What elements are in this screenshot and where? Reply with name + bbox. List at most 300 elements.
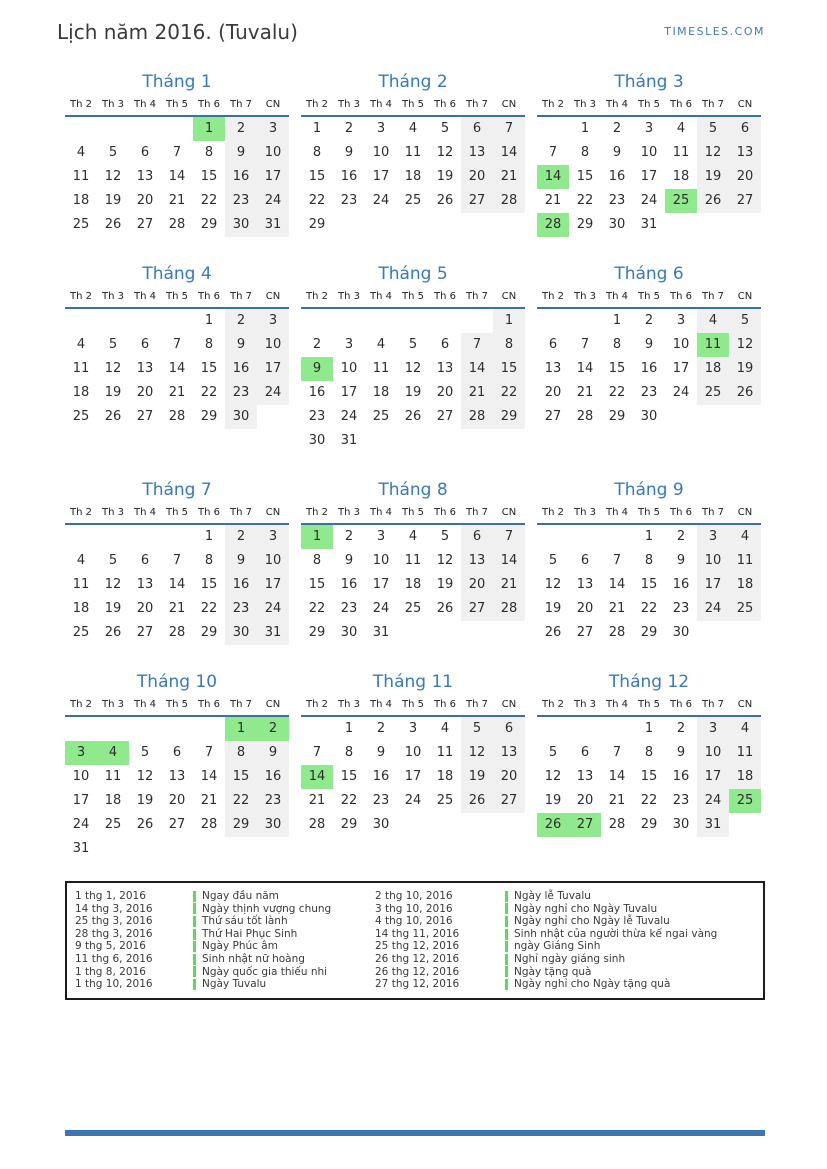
day-cell: 30	[672, 817, 690, 832]
day-cell: 14	[168, 361, 186, 376]
day-cell: 25	[104, 817, 122, 832]
day-of-week-header: CN	[265, 699, 281, 710]
day-cell: 22	[308, 601, 326, 616]
day-cell: 16	[372, 769, 390, 784]
day-cell: 27	[136, 409, 154, 424]
day-cell: 4	[729, 525, 761, 549]
legend-item	[67, 940, 367, 953]
day-cell: 28	[168, 217, 186, 232]
legend-date: 1 thg 10, 2016	[75, 978, 153, 991]
day-cell: 13	[136, 577, 154, 592]
day-of-week-header: CN	[501, 507, 517, 518]
holiday-day-cell: 25	[729, 789, 761, 813]
day-of-week-row	[537, 697, 761, 717]
months-grid	[65, 71, 765, 861]
legend-item	[367, 903, 763, 916]
day-cell: 8	[312, 553, 322, 568]
month-6	[537, 263, 761, 429]
days-grid	[301, 117, 525, 237]
day-cell: 26	[136, 817, 154, 832]
day-cell: 17	[72, 793, 90, 808]
day-cell: 21	[168, 193, 186, 208]
day-of-week-header: Th 6	[198, 699, 220, 710]
day-of-week-header: Th 3	[102, 507, 124, 518]
day-of-week-header: Th 2	[70, 99, 92, 110]
day-cell: 5	[408, 337, 418, 352]
day-of-week-row	[301, 97, 525, 117]
day-of-week-header: Th 4	[606, 507, 628, 518]
day-cell: 18	[372, 385, 390, 400]
day-cell: 16	[340, 577, 358, 592]
day-cell: 7	[493, 117, 525, 141]
day-of-week-header: Th 5	[402, 291, 424, 302]
day-cell: 2	[225, 117, 257, 141]
day-cell: 9	[225, 141, 257, 165]
day-of-week-header: Th 3	[102, 99, 124, 110]
day-of-week-header: Th 2	[542, 507, 564, 518]
day-cell: 8	[204, 337, 214, 352]
day-cell: 31	[372, 625, 390, 640]
day-cell: 19	[104, 385, 122, 400]
day-cell: 12	[461, 741, 493, 765]
day-cell: 14	[200, 769, 218, 784]
legend-item	[67, 953, 367, 966]
day-cell: 6	[461, 117, 493, 141]
day-cell: 10	[697, 741, 729, 765]
day-cell: 23	[225, 597, 257, 621]
day-of-week-header: CN	[265, 507, 281, 518]
day-of-week-header: Th 5	[402, 507, 424, 518]
day-cell: 5	[548, 553, 558, 568]
day-cell: 20	[729, 165, 761, 189]
day-cell: 27	[576, 625, 594, 640]
day-cell: 9	[344, 553, 354, 568]
day-cell: 25	[436, 793, 454, 808]
day-cell: 20	[136, 193, 154, 208]
day-of-week-header: Th 2	[306, 699, 328, 710]
day-of-week-header: Th 6	[198, 507, 220, 518]
day-cell: 16	[672, 577, 690, 592]
day-cell: 31	[72, 841, 90, 856]
day-cell: 15	[640, 769, 658, 784]
day-of-week-header: Th 2	[542, 291, 564, 302]
day-cell: 28	[308, 817, 326, 832]
day-of-week-header: CN	[501, 291, 517, 302]
day-cell: 21	[461, 381, 493, 405]
day-cell: 12	[104, 169, 122, 184]
holiday-marker-icon	[505, 903, 508, 914]
day-cell: 20	[436, 385, 454, 400]
day-cell: 31	[697, 813, 729, 837]
day-cell: 4	[76, 553, 86, 568]
day-cell: 7	[548, 145, 558, 160]
day-cell: 26	[104, 217, 122, 232]
legend-item	[367, 978, 763, 991]
day-cell: 24	[372, 193, 390, 208]
day-cell: 30	[225, 213, 257, 237]
month-title: Tháng 12	[608, 672, 690, 692]
day-cell: 13	[576, 577, 594, 592]
day-cell: 27	[461, 189, 493, 213]
day-cell: 20	[576, 601, 594, 616]
day-cell: 3	[376, 121, 386, 136]
day-of-week-header: Th 7	[466, 99, 488, 110]
day-cell: 17	[372, 169, 390, 184]
day-cell: 8	[312, 145, 322, 160]
day-cell: 6	[461, 525, 493, 549]
day-of-week-header: Th 3	[102, 291, 124, 302]
day-cell: 13	[729, 141, 761, 165]
day-cell: 18	[104, 793, 122, 808]
day-cell: 23	[225, 381, 257, 405]
month-2	[301, 71, 525, 237]
day-cell: 22	[200, 601, 218, 616]
day-cell: 23	[640, 385, 658, 400]
day-cell: 15	[200, 361, 218, 376]
day-cell: 22	[200, 385, 218, 400]
day-cell: 5	[729, 309, 761, 333]
day-cell: 2	[312, 337, 322, 352]
day-cell: 9	[225, 333, 257, 357]
day-of-week-header: Th 4	[134, 507, 156, 518]
day-cell: 16	[640, 361, 658, 376]
empty-cell	[601, 525, 633, 549]
day-cell: 17	[404, 769, 422, 784]
day-cell: 11	[104, 769, 122, 784]
day-of-week-header: Th 4	[370, 99, 392, 110]
day-cell: 24	[697, 789, 729, 813]
empty-cell	[65, 525, 97, 549]
day-cell: 9	[257, 741, 289, 765]
month-title: Tháng 3	[614, 72, 684, 92]
day-of-week-header: Th 5	[638, 99, 660, 110]
day-cell: 18	[672, 169, 690, 184]
day-cell: 28	[576, 409, 594, 424]
day-cell: 29	[308, 217, 326, 232]
day-cell: 17	[697, 765, 729, 789]
day-cell: 1	[312, 121, 322, 136]
day-cell: 18	[436, 769, 454, 784]
month-9	[537, 479, 761, 645]
empty-cell	[65, 117, 97, 141]
day-cell: 16	[225, 357, 257, 381]
day-cell: 5	[548, 745, 558, 760]
month-3	[537, 71, 761, 237]
legend-item	[367, 940, 763, 953]
day-cell: 24	[672, 385, 690, 400]
month-5	[301, 263, 525, 453]
day-cell: 10	[697, 549, 729, 573]
day-cell: 22	[640, 793, 658, 808]
day-cell: 10	[672, 337, 690, 352]
day-cell: 19	[697, 165, 729, 189]
day-cell: 11	[436, 745, 454, 760]
day-cell: 23	[308, 409, 326, 424]
day-cell: 24	[257, 189, 289, 213]
day-cell: 1	[580, 121, 590, 136]
day-cell: 16	[308, 385, 326, 400]
day-cell: 27	[493, 789, 525, 813]
day-cell: 27	[461, 597, 493, 621]
month-title: Tháng 8	[378, 480, 448, 500]
day-of-week-header: Th 5	[638, 699, 660, 710]
day-cell: 11	[672, 145, 690, 160]
day-cell: 10	[72, 769, 90, 784]
holiday-marker-icon	[505, 941, 508, 952]
day-cell: 1	[644, 529, 654, 544]
day-cell: 28	[200, 817, 218, 832]
day-cell: 15	[200, 169, 218, 184]
day-of-week-row	[65, 289, 289, 309]
day-cell: 13	[576, 769, 594, 784]
day-cell: 15	[225, 765, 257, 789]
legend-column-1	[67, 890, 367, 991]
day-cell: 17	[257, 573, 289, 597]
day-cell: 30	[672, 625, 690, 640]
legend-item	[67, 978, 367, 991]
day-cell: 17	[257, 357, 289, 381]
day-cell: 27	[136, 625, 154, 640]
holiday-marker-icon	[193, 941, 196, 952]
day-cell: 3	[644, 121, 654, 136]
day-of-week-header: Th 2	[306, 99, 328, 110]
day-cell: 10	[640, 145, 658, 160]
day-of-week-header: Th 6	[670, 291, 692, 302]
day-cell: 11	[72, 577, 90, 592]
day-of-week-row	[537, 289, 761, 309]
empty-cell	[301, 717, 333, 741]
empty-cell	[161, 117, 193, 141]
empty-cell	[365, 309, 397, 333]
day-of-week-header: Th 3	[338, 507, 360, 518]
day-cell: 6	[440, 337, 450, 352]
day-cell: 1	[612, 313, 622, 328]
day-cell: 3	[676, 313, 686, 328]
month-7	[65, 479, 289, 645]
day-cell: 12	[136, 769, 154, 784]
day-cell: 17	[257, 165, 289, 189]
day-cell: 21	[576, 385, 594, 400]
day-of-week-header: Th 7	[702, 99, 724, 110]
day-cell: 17	[640, 169, 658, 184]
day-cell: 29	[308, 625, 326, 640]
legend-label: Ngày Tuvalu	[202, 978, 267, 991]
day-cell: 18	[72, 193, 90, 208]
day-cell: 2	[225, 525, 257, 549]
day-cell: 30	[372, 817, 390, 832]
empty-cell	[461, 309, 493, 333]
day-cell: 18	[404, 577, 422, 592]
day-cell: 23	[340, 193, 358, 208]
empty-cell	[537, 717, 569, 741]
day-cell: 9	[644, 337, 654, 352]
day-cell: 4	[376, 337, 386, 352]
day-cell: 19	[136, 793, 154, 808]
day-cell: 20	[461, 573, 493, 597]
day-cell: 5	[108, 337, 118, 352]
day-cell: 24	[404, 793, 422, 808]
day-cell: 26	[461, 789, 493, 813]
day-cell: 12	[104, 577, 122, 592]
empty-cell	[161, 525, 193, 549]
holiday-day-cell: 27	[569, 813, 601, 837]
day-cell: 30	[225, 405, 257, 429]
day-cell: 7	[172, 145, 182, 160]
holiday-marker-icon	[193, 979, 196, 990]
legend-item	[367, 890, 763, 903]
day-cell: 19	[104, 601, 122, 616]
day-cell: 17	[672, 361, 690, 376]
day-cell: 23	[372, 793, 390, 808]
day-cell: 13	[136, 169, 154, 184]
month-4	[65, 263, 289, 429]
month-title: Tháng 7	[142, 480, 212, 500]
day-cell: 15	[200, 577, 218, 592]
empty-cell	[569, 525, 601, 549]
day-cell: 13	[168, 769, 186, 784]
day-cell: 6	[140, 145, 150, 160]
empty-cell	[601, 717, 633, 741]
day-cell: 12	[697, 141, 729, 165]
day-cell: 26	[697, 189, 729, 213]
legend-label: ngày Giáng Sinh	[514, 940, 601, 953]
day-cell: 29	[493, 405, 525, 429]
day-cell: 10	[257, 141, 289, 165]
legend-item	[367, 966, 763, 979]
empty-cell	[129, 717, 161, 741]
day-cell: 12	[729, 333, 761, 357]
day-of-week-header: Th 4	[606, 699, 628, 710]
legend-date: 4 thg 10, 2016	[375, 915, 453, 928]
day-cell: 14	[608, 577, 626, 592]
day-of-week-header: Th 6	[434, 291, 456, 302]
day-cell: 10	[372, 145, 390, 160]
day-of-week-header: Th 2	[70, 291, 92, 302]
empty-cell	[537, 117, 569, 141]
holiday-day-cell: 25	[665, 189, 697, 213]
day-of-week-header: Th 7	[466, 291, 488, 302]
month-title: Tháng 9	[614, 480, 684, 500]
holiday-day-cell: 2	[257, 717, 289, 741]
day-cell: 10	[340, 361, 358, 376]
empty-cell	[537, 525, 569, 549]
day-of-week-header: Th 7	[230, 291, 252, 302]
day-cell: 25	[72, 409, 90, 424]
day-cell: 4	[408, 529, 418, 544]
day-cell: 20	[493, 765, 525, 789]
day-cell: 2	[376, 721, 386, 736]
day-cell: 6	[580, 553, 590, 568]
site-link[interactable]: TIMESLES.COM	[664, 25, 765, 38]
day-cell: 4	[76, 337, 86, 352]
day-cell: 12	[404, 361, 422, 376]
day-of-week-row	[537, 505, 761, 525]
day-cell: 23	[225, 189, 257, 213]
day-cell: 21	[544, 193, 562, 208]
day-of-week-header: Th 6	[198, 99, 220, 110]
day-cell: 1	[344, 721, 354, 736]
day-cell: 21	[200, 793, 218, 808]
empty-cell	[569, 717, 601, 741]
day-cell: 19	[461, 765, 493, 789]
holiday-day-cell: 1	[225, 717, 257, 741]
day-cell: 16	[225, 165, 257, 189]
day-cell: 20	[576, 793, 594, 808]
day-cell: 22	[493, 381, 525, 405]
days-grid	[301, 717, 525, 837]
day-cell: 5	[440, 529, 450, 544]
day-cell: 28	[461, 405, 493, 429]
day-cell: 22	[225, 789, 257, 813]
day-of-week-header: Th 2	[306, 291, 328, 302]
day-cell: 25	[372, 409, 390, 424]
day-of-week-header: Th 7	[702, 291, 724, 302]
day-cell: 7	[461, 333, 493, 357]
legend-date: 27 thg 12, 2016	[375, 978, 460, 991]
day-of-week-header: Th 5	[166, 699, 188, 710]
days-grid	[301, 309, 525, 453]
day-cell: 6	[729, 117, 761, 141]
month-12	[537, 671, 761, 837]
legend-date: 26 thg 12, 2016	[375, 965, 460, 978]
day-cell: 8	[493, 333, 525, 357]
empty-cell	[65, 309, 97, 333]
footer-bar	[65, 1130, 765, 1136]
day-cell: 25	[72, 217, 90, 232]
day-cell: 29	[340, 817, 358, 832]
day-cell: 17	[372, 577, 390, 592]
day-of-week-header: CN	[737, 99, 753, 110]
day-cell: 30	[308, 433, 326, 448]
legend-label: Ngày nghỉ cho Ngày lễ Tuvalu	[514, 915, 670, 928]
day-of-week-header: Th 3	[574, 291, 596, 302]
day-cell: 7	[312, 745, 322, 760]
legend-label: Ngày tặng quà	[514, 965, 592, 978]
day-of-week-header: Th 7	[230, 507, 252, 518]
day-cell: 11	[404, 145, 422, 160]
day-cell: 8	[204, 553, 214, 568]
day-of-week-header: Th 3	[102, 699, 124, 710]
day-cell: 27	[729, 189, 761, 213]
legend-label: Sinh nhật nữ hoàng	[202, 952, 305, 965]
day-cell: 22	[608, 385, 626, 400]
day-cell: 13	[136, 361, 154, 376]
month-title: Tháng 11	[372, 672, 454, 692]
day-cell: 15	[640, 577, 658, 592]
days-grid	[537, 309, 761, 429]
holiday-marker-icon	[505, 891, 508, 902]
day-cell: 29	[608, 409, 626, 424]
day-cell: 13	[461, 549, 493, 573]
legend-date: 9 thg 5, 2016	[75, 940, 146, 953]
day-cell: 1	[644, 721, 654, 736]
day-cell: 11	[72, 169, 90, 184]
day-cell: 26	[104, 409, 122, 424]
empty-cell	[129, 117, 161, 141]
day-cell: 8	[580, 145, 590, 160]
day-cell: 14	[168, 577, 186, 592]
holiday-marker-icon	[505, 916, 508, 927]
day-of-week-header: Th 3	[338, 699, 360, 710]
empty-cell	[97, 309, 129, 333]
day-cell: 7	[172, 337, 182, 352]
day-cell: 7	[612, 553, 622, 568]
holiday-marker-icon	[193, 903, 196, 914]
month-title: Tháng 6	[614, 264, 684, 284]
day-cell: 2	[225, 309, 257, 333]
empty-cell	[129, 309, 161, 333]
legend-date: 26 thg 12, 2016	[375, 952, 460, 965]
